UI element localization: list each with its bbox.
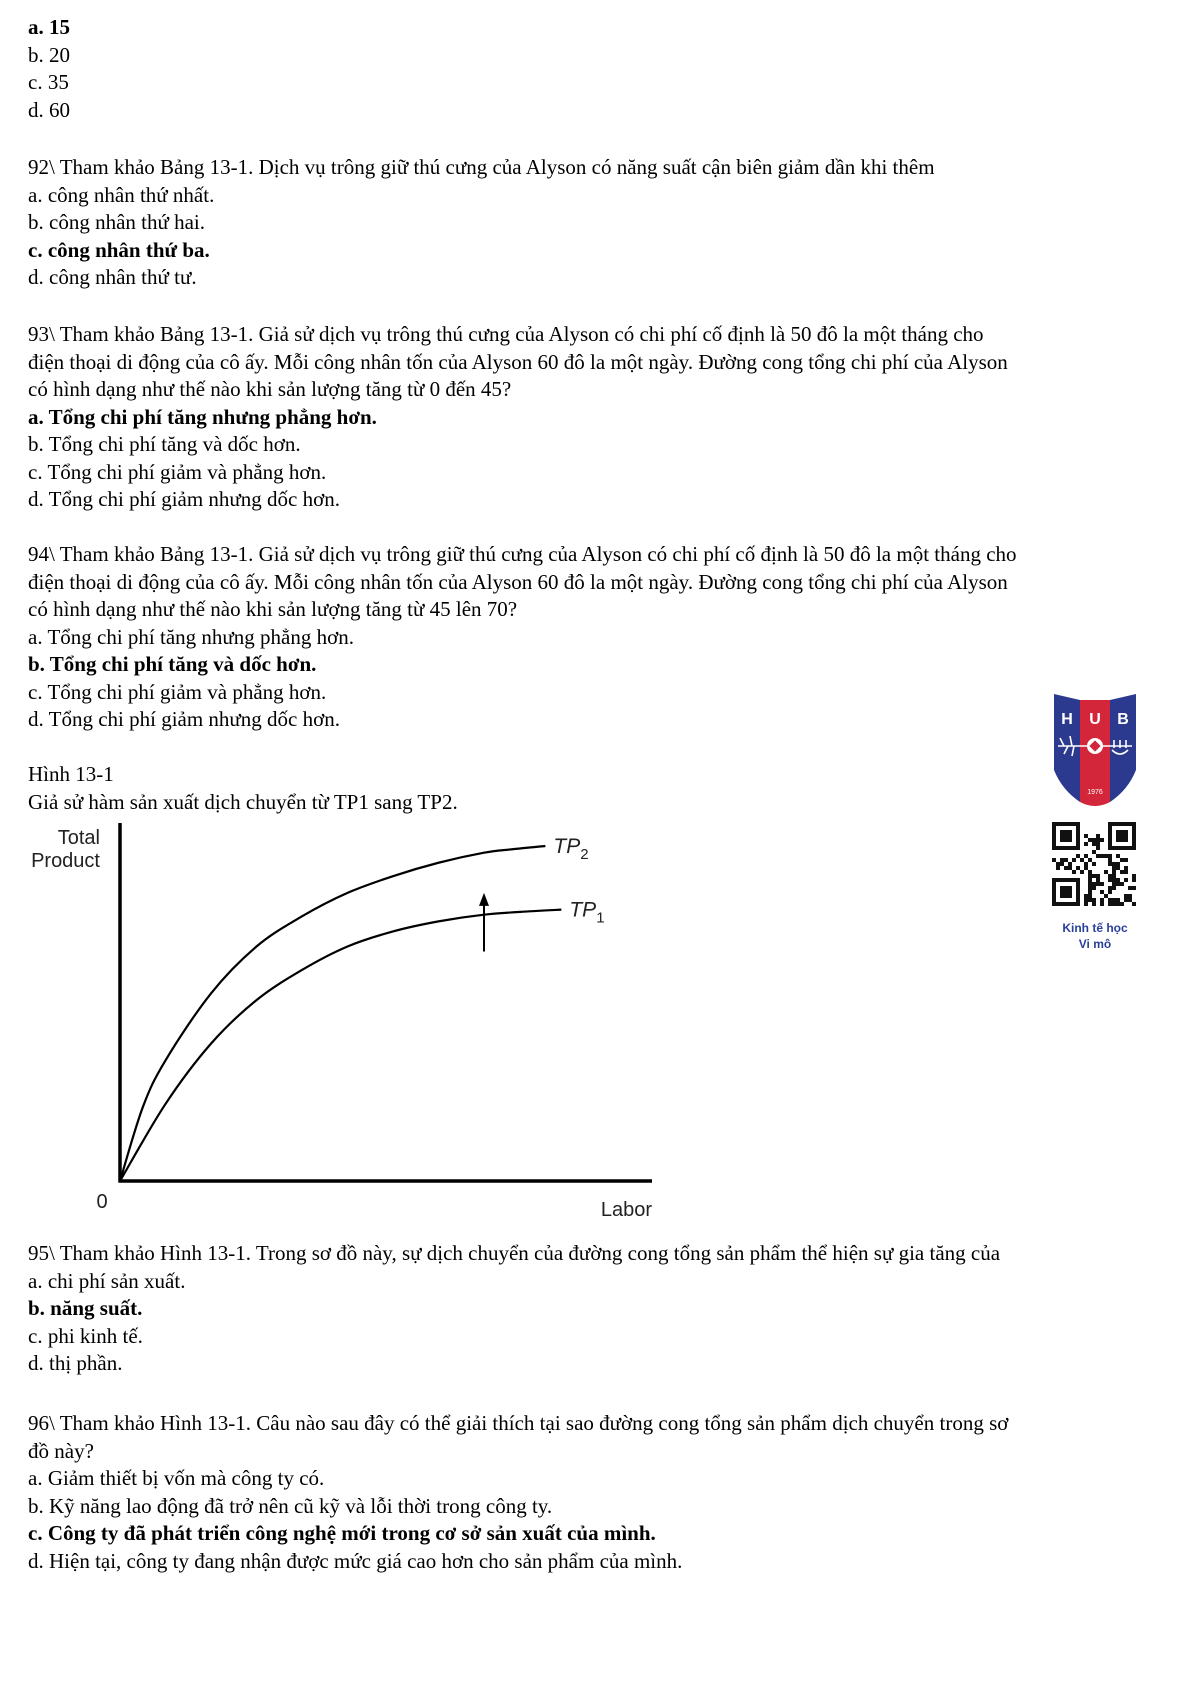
- series-line-tp1: [120, 910, 561, 1181]
- option-a: a. chi phí sản xuất.: [28, 1268, 186, 1293]
- option-c: c. 35: [28, 70, 69, 94]
- series-layer: [120, 835, 605, 1181]
- option-d: d. Tổng chi phí giảm nhưng dốc hơn.: [28, 487, 340, 511]
- option-b: b. Tổng chi phí tăng và dốc hơn.: [28, 652, 317, 676]
- option-d: d. Tổng chi phí giảm nhưng dốc hơn.: [28, 707, 340, 731]
- question-stem-line-1: 94\ Tham khảo Bảng 13-1. Giả sử dịch vụ trông giữ thú cưng của Alyson có chi phí cố định là 50 đô la một tháng cho: [28, 542, 1017, 566]
- option-a: a. công nhân thứ nhất.: [28, 182, 215, 207]
- question-92: [28, 154, 1168, 292]
- logo-caption-line-2: Vi mô: [1078, 937, 1112, 951]
- hub-shield-icon: [1050, 690, 1140, 810]
- option-b: b. Kỹ năng lao động đã trở nên cũ kỹ và lỗi thời trong công ty.: [28, 1493, 553, 1518]
- option-a: a. Tổng chi phí tăng nhưng phẳng hơn.: [28, 624, 354, 649]
- series-label-tp2: $TP_2$: [553, 835, 589, 863]
- y-axis-label-line-1: Total: [57, 827, 100, 849]
- question-96: [28, 1410, 1168, 1575]
- question-stem: 92\ Tham khảo Bảng 13-1. Dịch vụ trông giữ thú cưng của Alyson có năng suất cận biên giảm dần khi thêm: [28, 155, 935, 179]
- question-94: [28, 541, 1168, 734]
- option-a: a. Giảm thiết bị vốn mà công ty có.: [28, 1466, 325, 1490]
- total-product-chart: [20, 815, 700, 1235]
- figure-description: Giả sử hàm sản xuất dịch chuyển từ TP1 sang TP2.: [28, 789, 458, 814]
- question-stem: 95\ Tham khảo Hình 13-1. Trong sơ đồ này, sự dịch chuyển của đường cong tổng sản phẩm thể hiện sự gia tăng của: [28, 1241, 1001, 1265]
- question-stem-line-2: điện thoại di động của cô ấy. Mỗi công nhân tốn của Alyson 60 đô la một ngày. Đường cong tổng chi phí của Alyson: [28, 349, 1008, 374]
- logo-caption-line-1: Kinh tế học: [1062, 921, 1128, 935]
- logo-letter-b: B: [1117, 711, 1129, 728]
- question-stem-line-2: đồ này?: [28, 1438, 94, 1463]
- option-a: a. 15: [28, 15, 70, 39]
- y-axis-label-line-2: Product: [31, 850, 100, 872]
- arrow-up-icon: [479, 893, 489, 906]
- series-label-tp1: $TP_1$: [569, 898, 605, 927]
- logo-year: 1976: [1087, 789, 1103, 796]
- option-a: a. Tổng chi phí tăng nhưng phẳng hơn.: [28, 404, 377, 429]
- option-d: d. Hiện tại, công ty đang nhận được mức giá cao hơn cho sản phẩm của mình.: [28, 1548, 683, 1573]
- option-c: c. Tổng chi phí giảm và phẳng hơn.: [28, 459, 327, 484]
- figure-title: Hình 13-1: [28, 762, 114, 786]
- option-c: c. phi kinh tế.: [28, 1323, 143, 1348]
- qr-code-icon: [1052, 822, 1136, 906]
- question-95: [28, 1240, 1168, 1378]
- question-stem-line-1: 96\ Tham khảo Hình 13-1. Câu nào sau đây có thể giải thích tại sao đường cong tổng sản phẩm dịch chuyển trong sơ: [28, 1411, 1009, 1435]
- question-91-options: [28, 14, 1168, 124]
- option-b: b. 20: [28, 42, 70, 67]
- option-b: b. công nhân thứ hai.: [28, 210, 206, 234]
- question-stem-line-3: có hình dạng như thế nào khi sản lượng tăng từ 0 đến 45?: [28, 377, 512, 401]
- logo-letter-u: U: [1089, 711, 1101, 728]
- logo-letter-h: H: [1061, 711, 1073, 728]
- series-line-tp2: [120, 846, 545, 1181]
- origin-label: 0: [96, 1191, 108, 1213]
- option-b: b. Tổng chi phí tăng và dốc hơn.: [28, 432, 301, 456]
- logo-caption: [1030, 920, 1160, 952]
- hub-logo: [1050, 690, 1140, 810]
- option-c: c. công nhân thứ ba.: [28, 237, 210, 262]
- figure-caption: [28, 761, 1168, 816]
- question-stem-line-1: 93\ Tham khảo Bảng 13-1. Giả sử dịch vụ trông thú cưng của Alyson có chi phí cố định là 50 đô la một tháng cho: [28, 322, 984, 346]
- question-93: [28, 321, 1168, 514]
- option-c: c. Tổng chi phí giảm và phẳng hơn.: [28, 679, 327, 704]
- option-c: c. Công ty đã phát triển công nghệ mới trong cơ sở sản xuất của mình.: [28, 1521, 656, 1545]
- question-stem-line-2: điện thoại di động của cô ấy. Mỗi công nhân tốn của Alyson 60 đô la một ngày. Đường cong tổng chi phí của Alyson: [28, 569, 1008, 594]
- annotation-layer: [479, 893, 489, 952]
- x-axis-label: Labor: [600, 1199, 652, 1221]
- option-d: d. thị phần.: [28, 1351, 123, 1375]
- question-stem-line-3: có hình dạng như thế nào khi sản lượng tăng từ 45 lên 70?: [28, 597, 518, 621]
- chart-canvas: [20, 815, 700, 1235]
- qr-code[interactable]: [1052, 822, 1136, 906]
- option-b: b. năng suất.: [28, 1296, 143, 1320]
- option-d: d. công nhân thứ tư.: [28, 265, 197, 289]
- option-d: d. 60: [28, 97, 70, 122]
